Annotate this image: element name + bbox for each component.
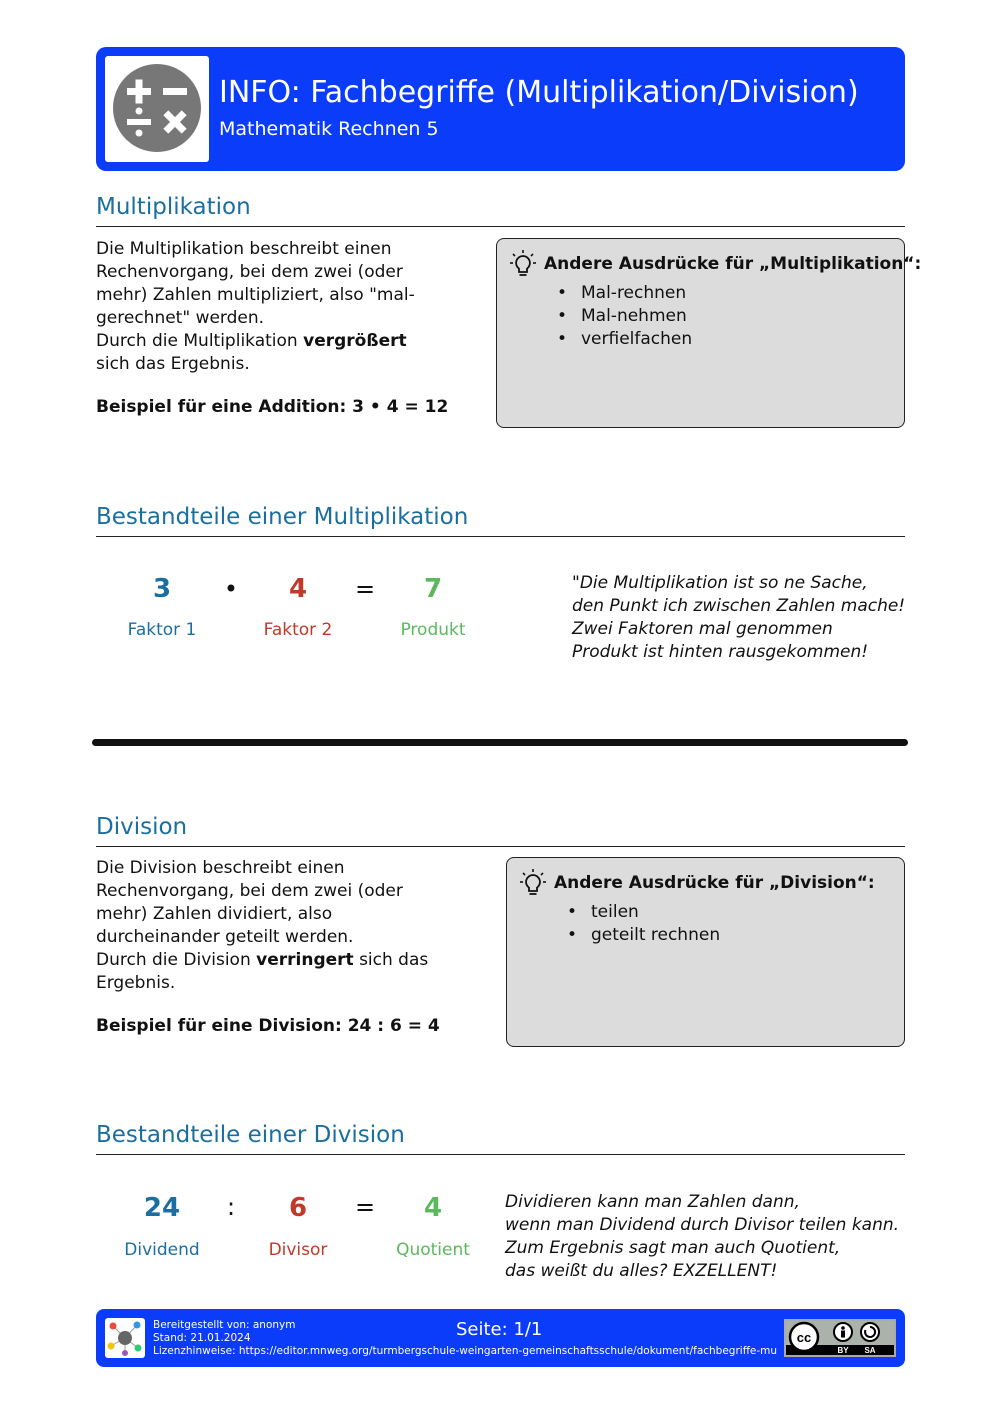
- lightbulb-icon: [519, 868, 547, 898]
- list-item: • verfielfachen: [557, 328, 692, 351]
- footer-license: Lizenzhinweise: https://editor.mnweg.org/turmbergschule-weingarten-gemeinschaftsschule/dokument/fachbegriffe-mu: [153, 1345, 778, 1357]
- cc-sa-label: SA: [864, 1346, 876, 1355]
- section-heading-mult-parts: Bestandteile einer Multiplikation: [96, 504, 905, 537]
- quotient-label: Quotient: [396, 1240, 470, 1260]
- page-header: [96, 47, 905, 171]
- cc-by-label: BY: [837, 1346, 849, 1355]
- section-heading-div-parts: Bestandteile einer Division: [96, 1122, 905, 1155]
- text-line: Die Multiplikation beschreibt einen: [96, 239, 392, 259]
- text-line: Rechenvorgang, bei dem zwei (oder: [96, 881, 403, 901]
- text-line: sich das Ergebnis.: [96, 354, 250, 374]
- page-number: Seite: 1/1: [456, 1319, 543, 1340]
- multiplication-poem: [572, 572, 905, 664]
- list-item: • Mal-nehmen: [557, 305, 692, 328]
- divisor-value: 6: [288, 1193, 308, 1223]
- page-footer: [96, 1309, 905, 1367]
- text-fragment: Durch die Multiplikation: [96, 331, 304, 351]
- text-line: Ergebnis.: [96, 973, 176, 993]
- bold-term: vergrößert: [303, 331, 407, 351]
- svg-text:cc: cc: [796, 1330, 812, 1345]
- synonyms-list: [557, 282, 692, 351]
- lightbulb-icon: [509, 249, 537, 279]
- division-example: Beispiel für eine Division: 24 : 6 = 4: [96, 1016, 440, 1036]
- equals-operator: =: [354, 575, 376, 603]
- quotient-value: 4: [423, 1193, 443, 1223]
- section-heading-multiplikation: Multiplikation: [96, 194, 905, 227]
- text-fragment: Durch die Division: [96, 950, 257, 970]
- division-poem: [505, 1191, 899, 1283]
- page-title: INFO: Fachbegriffe (Multiplikation/Division): [219, 75, 859, 110]
- product-label: Produkt: [400, 620, 466, 640]
- dividend-label: Dividend: [124, 1240, 200, 1260]
- factor-2-label: Faktor 2: [263, 620, 333, 640]
- division-synonyms-box: [506, 857, 905, 1047]
- calculator-icon: [105, 56, 209, 162]
- divide-operator: :: [226, 1193, 236, 1221]
- dividend-value: 24: [143, 1193, 181, 1223]
- synonyms-title: Andere Ausdrücke für „Division“:: [554, 873, 875, 893]
- bold-term: verringert: [256, 950, 354, 970]
- page-subtitle: Mathematik Rechnen 5: [219, 118, 439, 140]
- cc-by-sa-badge: [784, 1319, 896, 1357]
- factor-1-value: 3: [152, 574, 172, 604]
- division-description: [96, 857, 476, 995]
- creative-commons-icon: [786, 1321, 894, 1355]
- poem-line: Zwei Faktoren mal genommen: [572, 619, 833, 639]
- equals-operator: =: [354, 1193, 376, 1221]
- poem-line: Dividieren kann man Zahlen dann,: [505, 1192, 800, 1212]
- poem-line: den Punkt ich zwischen Zahlen mache!: [572, 596, 906, 616]
- text-line: [96, 949, 476, 972]
- list-item: • Mal-rechnen: [557, 282, 692, 305]
- multiply-operator: •: [223, 575, 239, 603]
- text-fragment: sich das: [353, 950, 429, 970]
- poem-line: wenn man Dividend durch Divisor teilen kann.: [505, 1215, 900, 1235]
- multiplication-example: Beispiel für eine Addition: 3 • 4 = 12: [96, 397, 449, 417]
- divisor-label: Divisor: [268, 1240, 328, 1260]
- section-divider: [92, 739, 908, 746]
- list-item: • geteilt rechnen: [567, 924, 720, 947]
- poem-line: das weißt du alles? EXZELLENT!: [505, 1261, 778, 1281]
- math-operators-logo: [105, 56, 209, 162]
- multiplication-description: [96, 238, 476, 376]
- synonyms-title: Andere Ausdrücke für „Multiplikation“:: [544, 254, 922, 274]
- section-heading-division: Division: [96, 814, 905, 847]
- factor-2-value: 4: [288, 574, 308, 604]
- text-line: mehr) Zahlen dividiert, also: [96, 904, 333, 924]
- footer-date: Stand: 21.01.2024: [153, 1332, 251, 1344]
- factor-1-label: Faktor 1: [127, 620, 197, 640]
- poem-line: Produkt ist hinten rausgekommen!: [572, 642, 869, 662]
- network-icon: [105, 1318, 145, 1358]
- poem-line: Zum Ergebnis sagt man auch Quotient,: [505, 1238, 841, 1258]
- poem-line: "Die Multiplikation ist so ne Sache,: [572, 573, 868, 593]
- text-line: Die Division beschreibt einen: [96, 858, 345, 878]
- text-line: gerechnet" werden.: [96, 308, 265, 328]
- text-line: Rechenvorgang, bei dem zwei (oder: [96, 262, 403, 282]
- text-line: [96, 330, 476, 353]
- footer-provided-by: Bereitgestellt von: anonym: [153, 1319, 296, 1331]
- text-line: mehr) Zahlen multipliziert, also "mal-: [96, 285, 415, 305]
- text-line: durcheinander geteilt werden.: [96, 927, 354, 947]
- multiplication-synonyms-box: [496, 238, 922, 428]
- synonyms-list: [567, 901, 720, 947]
- product-value: 7: [423, 574, 443, 604]
- list-item: • teilen: [567, 901, 720, 924]
- network-logo-icon: [105, 1318, 145, 1358]
